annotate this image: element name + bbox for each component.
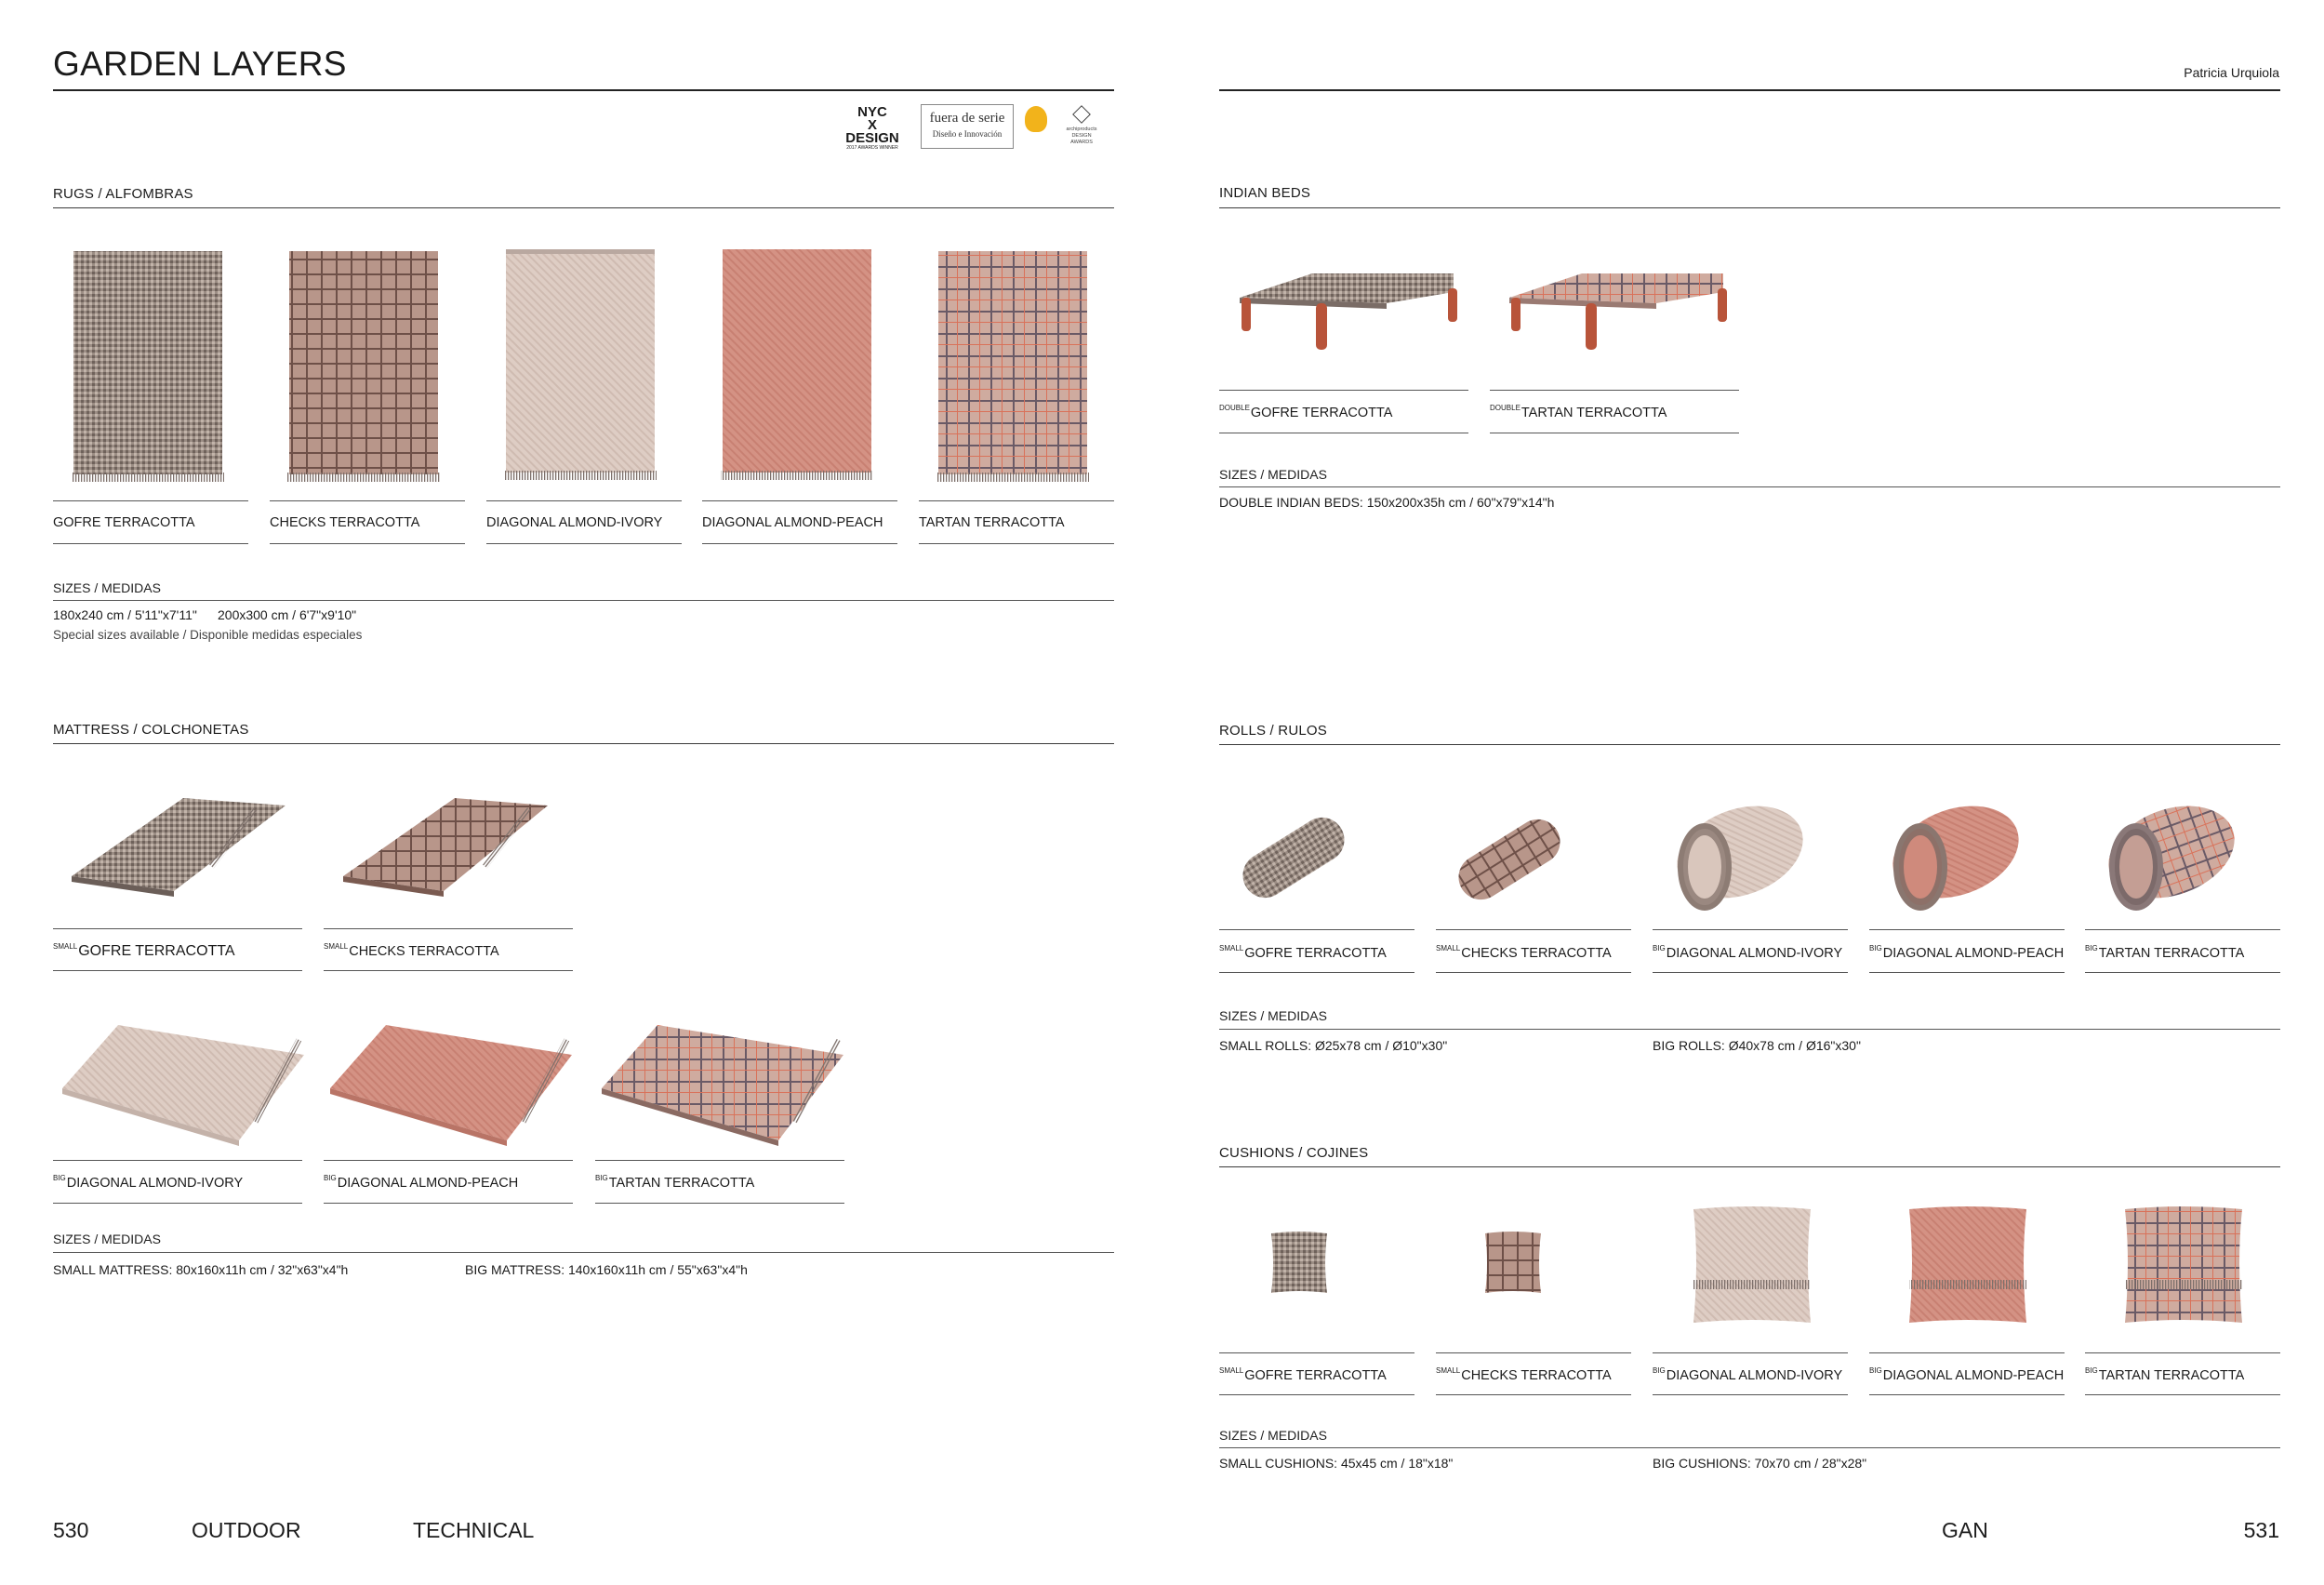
roll-label-text: DIAGONAL ALMOND-IVORY	[1666, 946, 1843, 961]
cushion-label-top-rule	[1653, 1352, 1848, 1353]
roll-label-top-rule	[1219, 929, 1414, 930]
cushion-label-top-rule	[2085, 1352, 2280, 1353]
roll-label-bottom-rule	[1436, 972, 1631, 973]
rugs-images	[53, 244, 1114, 484]
roll-label-bottom-rule	[1653, 972, 1848, 973]
rug-label-bottom-rule	[919, 543, 1114, 544]
mattress-images	[53, 791, 890, 1153]
mattress-small-checks-terracotta	[343, 798, 548, 897]
roll-label	[1653, 944, 1842, 961]
cushion-label	[1219, 1366, 1387, 1383]
bed-size-prefix: DOUBLE	[1219, 404, 1250, 412]
mattress-label-text: TARTAN TERRACOTTA	[608, 1176, 755, 1191]
rug-diagonal-almond-ivory	[504, 249, 657, 480]
mattress-size-big: BIG MATTRESS: 140x160x11h cm / 55"x63"x4"h	[465, 1262, 748, 1277]
roll-label-bottom-rule	[1219, 972, 1414, 973]
bed-label	[1490, 404, 1667, 420]
rolls-images	[1219, 781, 2280, 921]
rug-label: DIAGONAL ALMOND-IVORY	[486, 515, 663, 530]
mattress-label	[324, 942, 499, 959]
mattress-size-prefix: BIG	[595, 1174, 608, 1182]
footer-section-outdoor[interactable]: OUTDOOR	[192, 1518, 301, 1542]
award-bulb-icon	[1025, 106, 1047, 132]
cushion-size-prefix: SMALL	[1219, 1366, 1244, 1375]
cushion-label	[1869, 1366, 2064, 1383]
rug-label-top-rule	[702, 500, 897, 501]
mattress-big-diagonal-almond-peach	[330, 1025, 572, 1146]
mattress-label-bottom-rule	[595, 1203, 844, 1204]
roll-size-prefix: BIG	[1653, 944, 1666, 952]
cushions-images	[1219, 1200, 2280, 1330]
footer-section-technical[interactable]: TECHNICAL	[413, 1518, 535, 1542]
cushion-label	[1653, 1366, 1842, 1383]
rolls-size-big: BIG ROLLS: Ø40x78 cm / Ø16"x30"	[1653, 1038, 1861, 1053]
rug-label-bottom-rule	[53, 543, 248, 544]
mattress-label-text: CHECKS TERRACOTTA	[349, 944, 499, 959]
mattress-label-top-rule	[53, 1160, 302, 1161]
indian-bed-tartan-terracotta	[1509, 273, 1727, 350]
mattress-sizes-heading: SIZES / MEDIDAS	[53, 1232, 161, 1246]
designer-name: Patricia Urquiola	[2184, 65, 2279, 80]
roll-label-bottom-rule	[2085, 972, 2280, 973]
rug-checks-terracotta	[287, 251, 440, 482]
roll-label	[1436, 944, 1612, 961]
roll-label-top-rule	[1436, 929, 1631, 930]
page-title: GARDEN LAYERS	[53, 45, 347, 83]
cushions-sizes-rule	[1219, 1447, 2280, 1448]
rug-label: TARTAN TERRACOTTA	[919, 515, 1065, 530]
rug-size-1: 180x240 cm / 5'11"x7'11"	[53, 607, 197, 622]
cushion-label-text: DIAGONAL ALMOND-IVORY	[1666, 1368, 1843, 1383]
rolls-sizes-heading: SIZES / MEDIDAS	[1219, 1008, 1327, 1023]
mattress-label-top-rule	[595, 1160, 844, 1161]
cushion-small-gofre-terracotta	[1271, 1232, 1327, 1293]
mattress-size-prefix: BIG	[324, 1174, 337, 1182]
mattress-rule	[53, 743, 1114, 744]
rolls-sizes-rule	[1219, 1029, 2280, 1030]
fuera-logo-line1: fuera de serie	[929, 111, 1005, 126]
rugs-sizes-heading: SIZES / MEDIDAS	[53, 580, 161, 595]
cushion-label-bottom-rule	[1869, 1394, 2065, 1395]
right-page-number: 531	[2243, 1518, 2279, 1542]
mattress-label-top-rule	[324, 1160, 573, 1161]
mattress-big-diagonal-almond-ivory	[62, 1025, 304, 1146]
bed-label	[1219, 404, 1392, 420]
archiproducts-icon	[1072, 105, 1091, 124]
roll-label	[2085, 944, 2244, 961]
roll-size-prefix: SMALL	[1219, 944, 1244, 952]
cushion-label-top-rule	[1436, 1352, 1631, 1353]
bed-label-top-rule	[1219, 390, 1468, 391]
bed-label-text: TARTAN TERRACOTTA	[1521, 406, 1667, 420]
nyc-logo-line1: NYC	[857, 104, 887, 120]
rug-diagonal-almond-peach	[721, 249, 873, 480]
mattress-size-prefix: SMALL	[53, 942, 78, 951]
cushion-label	[2085, 1366, 2244, 1383]
rug-label: DIAGONAL ALMOND-PEACH	[702, 515, 883, 530]
nyc-logo-line2: X DESIGN	[845, 117, 899, 146]
cushion-label-text: DIAGONAL ALMOND-PEACH	[1882, 1368, 2065, 1383]
bed-label-top-rule	[1490, 390, 1739, 391]
cushion-small-checks-terracotta	[1485, 1232, 1541, 1293]
mattress-label-text: GOFRE TERRACOTTA	[78, 943, 235, 959]
mattress-label	[324, 1174, 518, 1191]
roll-size-prefix: BIG	[2085, 944, 2098, 952]
cushion-label-bottom-rule	[2085, 1394, 2280, 1395]
cushion-label-text: TARTAN TERRACOTTA	[2098, 1368, 2245, 1383]
footer-brand[interactable]: GAN	[1942, 1518, 1988, 1542]
beds-sizes-rule	[1219, 486, 2280, 487]
mattress-label	[53, 942, 235, 960]
rolls-heading: ROLLS / RULOS	[1219, 723, 1327, 739]
roll-big-tartan-terracotta	[2095, 790, 2247, 914]
rug-label-top-rule	[486, 500, 682, 501]
rug-label: GOFRE TERRACOTTA	[53, 515, 195, 530]
roll-small-gofre-terracotta	[1234, 809, 1352, 906]
mattress-sizes-rule	[53, 1252, 1114, 1253]
bed-size-prefix: DOUBLE	[1490, 404, 1521, 412]
beds-size: DOUBLE INDIAN BEDS: 150x200x35h cm / 60"x79"x14"h	[1219, 495, 1555, 510]
rug-gofre-terracotta	[72, 251, 224, 482]
mattress-label-bottom-rule	[53, 1203, 302, 1204]
mattress-size-prefix: SMALL	[324, 942, 349, 951]
cushion-label-bottom-rule	[1436, 1394, 1631, 1395]
rugs-heading: RUGS / ALFOMBRAS	[53, 186, 193, 202]
archiproducts-logo	[1060, 108, 1103, 146]
mattress-label-text: DIAGONAL ALMOND-IVORY	[66, 1176, 244, 1191]
cushion-label-bottom-rule	[1219, 1394, 1414, 1395]
cushion-size-prefix: BIG	[1869, 1366, 1882, 1375]
indian-beds-rule	[1219, 207, 2280, 208]
indian-beds-heading: INDIAN BEDS	[1219, 185, 1311, 201]
rugs-sizes-rule	[53, 600, 1114, 601]
beds-sizes-heading: SIZES / MEDIDAS	[1219, 467, 1327, 482]
roll-big-diagonal-almond-peach	[1879, 790, 2031, 914]
mattress-label-bottom-rule	[324, 970, 573, 971]
rug-label-bottom-rule	[486, 543, 682, 544]
cushions-heading: CUSHIONS / COJINES	[1219, 1145, 1369, 1161]
roll-label-text: GOFRE TERRACOTTA	[1244, 946, 1387, 961]
fuera-logo-line2: Diseño e Innovación	[932, 129, 1003, 139]
mattress-size-small: SMALL MATTRESS: 80x160x11h cm / 32"x63"x4"h	[53, 1262, 349, 1277]
cushion-size-prefix: BIG	[2085, 1366, 2098, 1375]
right-title-rule	[1219, 89, 2280, 91]
roll-label	[1869, 944, 2064, 961]
roll-big-diagonal-almond-ivory	[1664, 790, 1815, 914]
roll-label-top-rule	[1869, 929, 2065, 930]
rug-label: CHECKS TERRACOTTA	[270, 515, 420, 530]
archiproducts-text: archiproducts DESIGN AWARDS	[1066, 127, 1097, 145]
roll-label-text: TARTAN TERRACOTTA	[2098, 946, 2245, 961]
roll-size-prefix: SMALL	[1436, 944, 1461, 952]
roll-small-checks-terracotta	[1450, 811, 1568, 908]
roll-label-top-rule	[2085, 929, 2280, 930]
rug-label-top-rule	[53, 500, 248, 501]
cushion-big-tartan-terracotta	[2125, 1206, 2242, 1323]
indian-bed-gofre-terracotta	[1240, 273, 1457, 350]
rugs-note: Special sizes available / Disponible medidas especiales	[53, 628, 363, 642]
cushion-size-prefix: BIG	[1653, 1366, 1666, 1375]
rug-label-bottom-rule	[270, 543, 465, 544]
cushion-size-prefix: SMALL	[1436, 1366, 1461, 1375]
mattress-small-gofre-terracotta	[72, 798, 286, 897]
roll-label-text: DIAGONAL ALMOND-PEACH	[1882, 946, 2065, 961]
cushion-label-text: GOFRE TERRACOTTA	[1244, 1368, 1387, 1383]
left-page-number: 530	[53, 1518, 89, 1542]
mattress-heading: MATTRESS / COLCHONETAS	[53, 722, 249, 738]
mattress-big-tartan-terracotta	[602, 1025, 843, 1146]
awards-logos	[837, 97, 1116, 153]
roll-label	[1219, 944, 1387, 961]
mattress-label	[595, 1174, 754, 1191]
nyc-design-logo	[844, 106, 900, 152]
rolls-size-small: SMALL ROLLS: Ø25x78 cm / Ø10"x30"	[1219, 1038, 1448, 1053]
cushion-label-text: CHECKS TERRACOTTA	[1461, 1368, 1612, 1383]
cushion-label	[1436, 1366, 1612, 1383]
roll-label-top-rule	[1653, 929, 1848, 930]
cushion-label-top-rule	[1869, 1352, 2065, 1353]
roll-label-bottom-rule	[1869, 972, 2065, 973]
mattress-label	[53, 1174, 243, 1191]
cushion-big-diagonal-almond-peach	[1909, 1206, 2026, 1323]
fuera-de-serie-logo	[921, 104, 1014, 149]
rug-label-top-rule	[270, 500, 465, 501]
cushions-rule	[1219, 1166, 2280, 1167]
mattress-label-bottom-rule	[53, 970, 302, 971]
cushions-sizes-heading: SIZES / MEDIDAS	[1219, 1428, 1327, 1443]
mattress-label-top-rule	[53, 928, 302, 929]
rug-label-top-rule	[919, 500, 1114, 501]
mattress-label-text: DIAGONAL ALMOND-PEACH	[337, 1176, 519, 1191]
rug-size-2: 200x300 cm / 6'7"x9'10"	[218, 607, 357, 622]
cushions-size-small: SMALL CUSHIONS: 45x45 cm / 18"x18"	[1219, 1456, 1454, 1471]
rugs-rule	[53, 207, 1114, 208]
indian-beds-images	[1219, 260, 1777, 372]
roll-label-text: CHECKS TERRACOTTA	[1461, 946, 1612, 961]
cushions-size-big: BIG CUSHIONS: 70x70 cm / 28"x28"	[1653, 1456, 1867, 1471]
mattress-label-bottom-rule	[324, 1203, 573, 1204]
rug-tartan-terracotta	[936, 251, 1089, 482]
rolls-rule	[1219, 744, 2280, 745]
nyc-logo-small: 2017 AWARDS WINNER	[846, 145, 898, 151]
cushion-label-bottom-rule	[1653, 1394, 1848, 1395]
rug-label-bottom-rule	[702, 543, 897, 544]
cushion-big-diagonal-almond-ivory	[1693, 1206, 1811, 1323]
cushion-label-top-rule	[1219, 1352, 1414, 1353]
roll-size-prefix: BIG	[1869, 944, 1882, 952]
title-rule	[53, 89, 1114, 91]
mattress-size-prefix: BIG	[53, 1174, 66, 1182]
bed-label-text: GOFRE TERRACOTTA	[1250, 406, 1393, 420]
mattress-label-top-rule	[324, 928, 573, 929]
